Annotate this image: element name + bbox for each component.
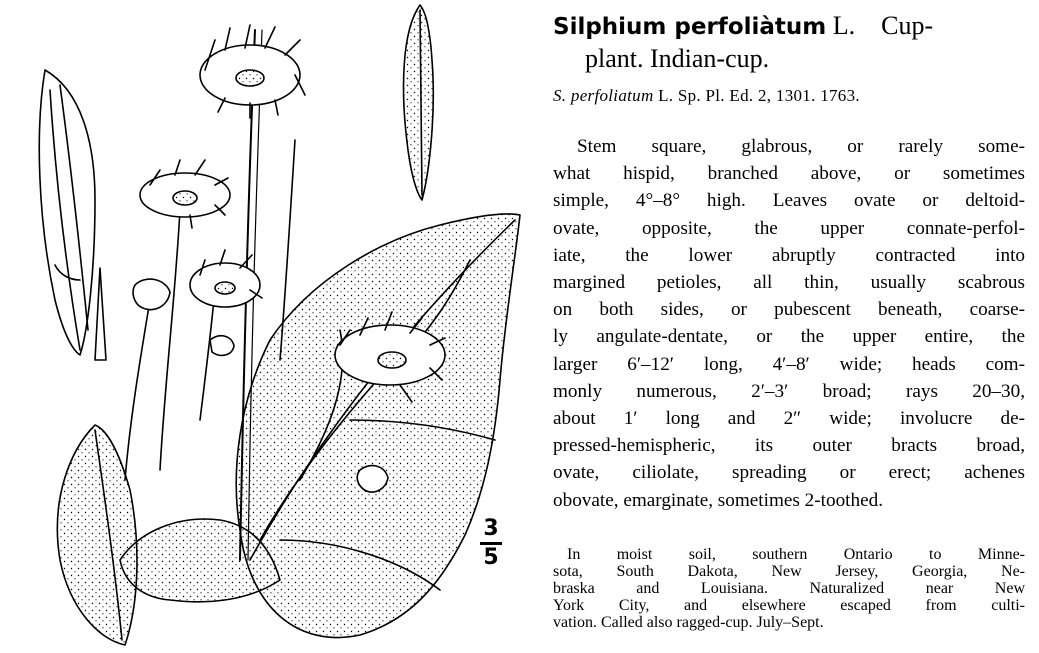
description-line: pressed-hemispheric, its outer bracts broad, [553, 435, 1025, 457]
citation-synonym: S. perfoliatum [553, 86, 654, 105]
range-line: sota, South Dakota, New Jersey, Georgia, Ne- [553, 563, 1025, 580]
author: L. [832, 11, 856, 40]
achene-detail [404, 5, 434, 200]
range-line: York City, and elsewhere escaped from culti- [553, 597, 1025, 614]
description-line: Stem square, glabrous, or rarely some- [577, 136, 1025, 157]
species-title [553, 10, 1025, 75]
lower-leaf [57, 425, 137, 645]
flower-head-middle [190, 250, 262, 307]
description-line: iate, the lower abruptly contracted into [553, 244, 1025, 266]
description-line: ovate, ciliolate, spreading or erect; achenes [553, 462, 1025, 484]
scale-denominator: 5 [483, 545, 499, 570]
bract-narrow [95, 268, 106, 360]
description-line: obovate, emarginate, sometimes 2-toothed. [553, 489, 884, 511]
common-name-part-2: plant. Indian-cup. [585, 44, 770, 73]
citation-reference: L. Sp. Pl. Ed. 2, 1301. 1763. [658, 86, 860, 105]
scale-numerator: 3 [483, 516, 499, 541]
description-line: on both sides, or pubescent beneath, coarse- [553, 299, 1025, 321]
flower-head-left [140, 160, 230, 228]
bud-right [357, 466, 388, 492]
description-line: larger 6′–12′ long, 4′–8′ wide; heads com- [553, 353, 1025, 375]
title-line-1 [553, 10, 1025, 43]
habitat-range [553, 546, 1025, 631]
citation [553, 86, 1025, 106]
description-line: what hispid, branched above, or sometimes [553, 163, 1025, 185]
flower-head-top [200, 25, 305, 118]
range-line: braska and Louisiana. Naturalized near New [553, 580, 1025, 597]
scientific-name: Silphium perfoliàtum [553, 14, 827, 40]
description-line: about 1′ long and 2″ wide; involucre de- [553, 408, 1025, 430]
bud-small [210, 336, 234, 356]
description-line: margined petioles, all thin, usually scabrous [553, 272, 1025, 294]
scale-fraction [476, 518, 506, 569]
description-line: monly numerous, 2′–3′ broad; rays 20–30, [553, 380, 1025, 402]
description-line: ly angulate-dentate, or the upper entire, the [553, 326, 1025, 348]
description-line: ovate, opposite, the upper connate-perfol- [553, 217, 1025, 239]
range-line: vation. Called also ragged-cup. July–Sept. [553, 614, 824, 631]
bud-left [133, 279, 170, 310]
range-line: In moist soil, southern Ontario to Minne- [567, 546, 1025, 563]
common-name-part-1: Cup- [881, 11, 934, 40]
description-line: simple, 4°–8° high. Leaves ovate or deltoid- [553, 190, 1025, 212]
description [553, 133, 1025, 514]
